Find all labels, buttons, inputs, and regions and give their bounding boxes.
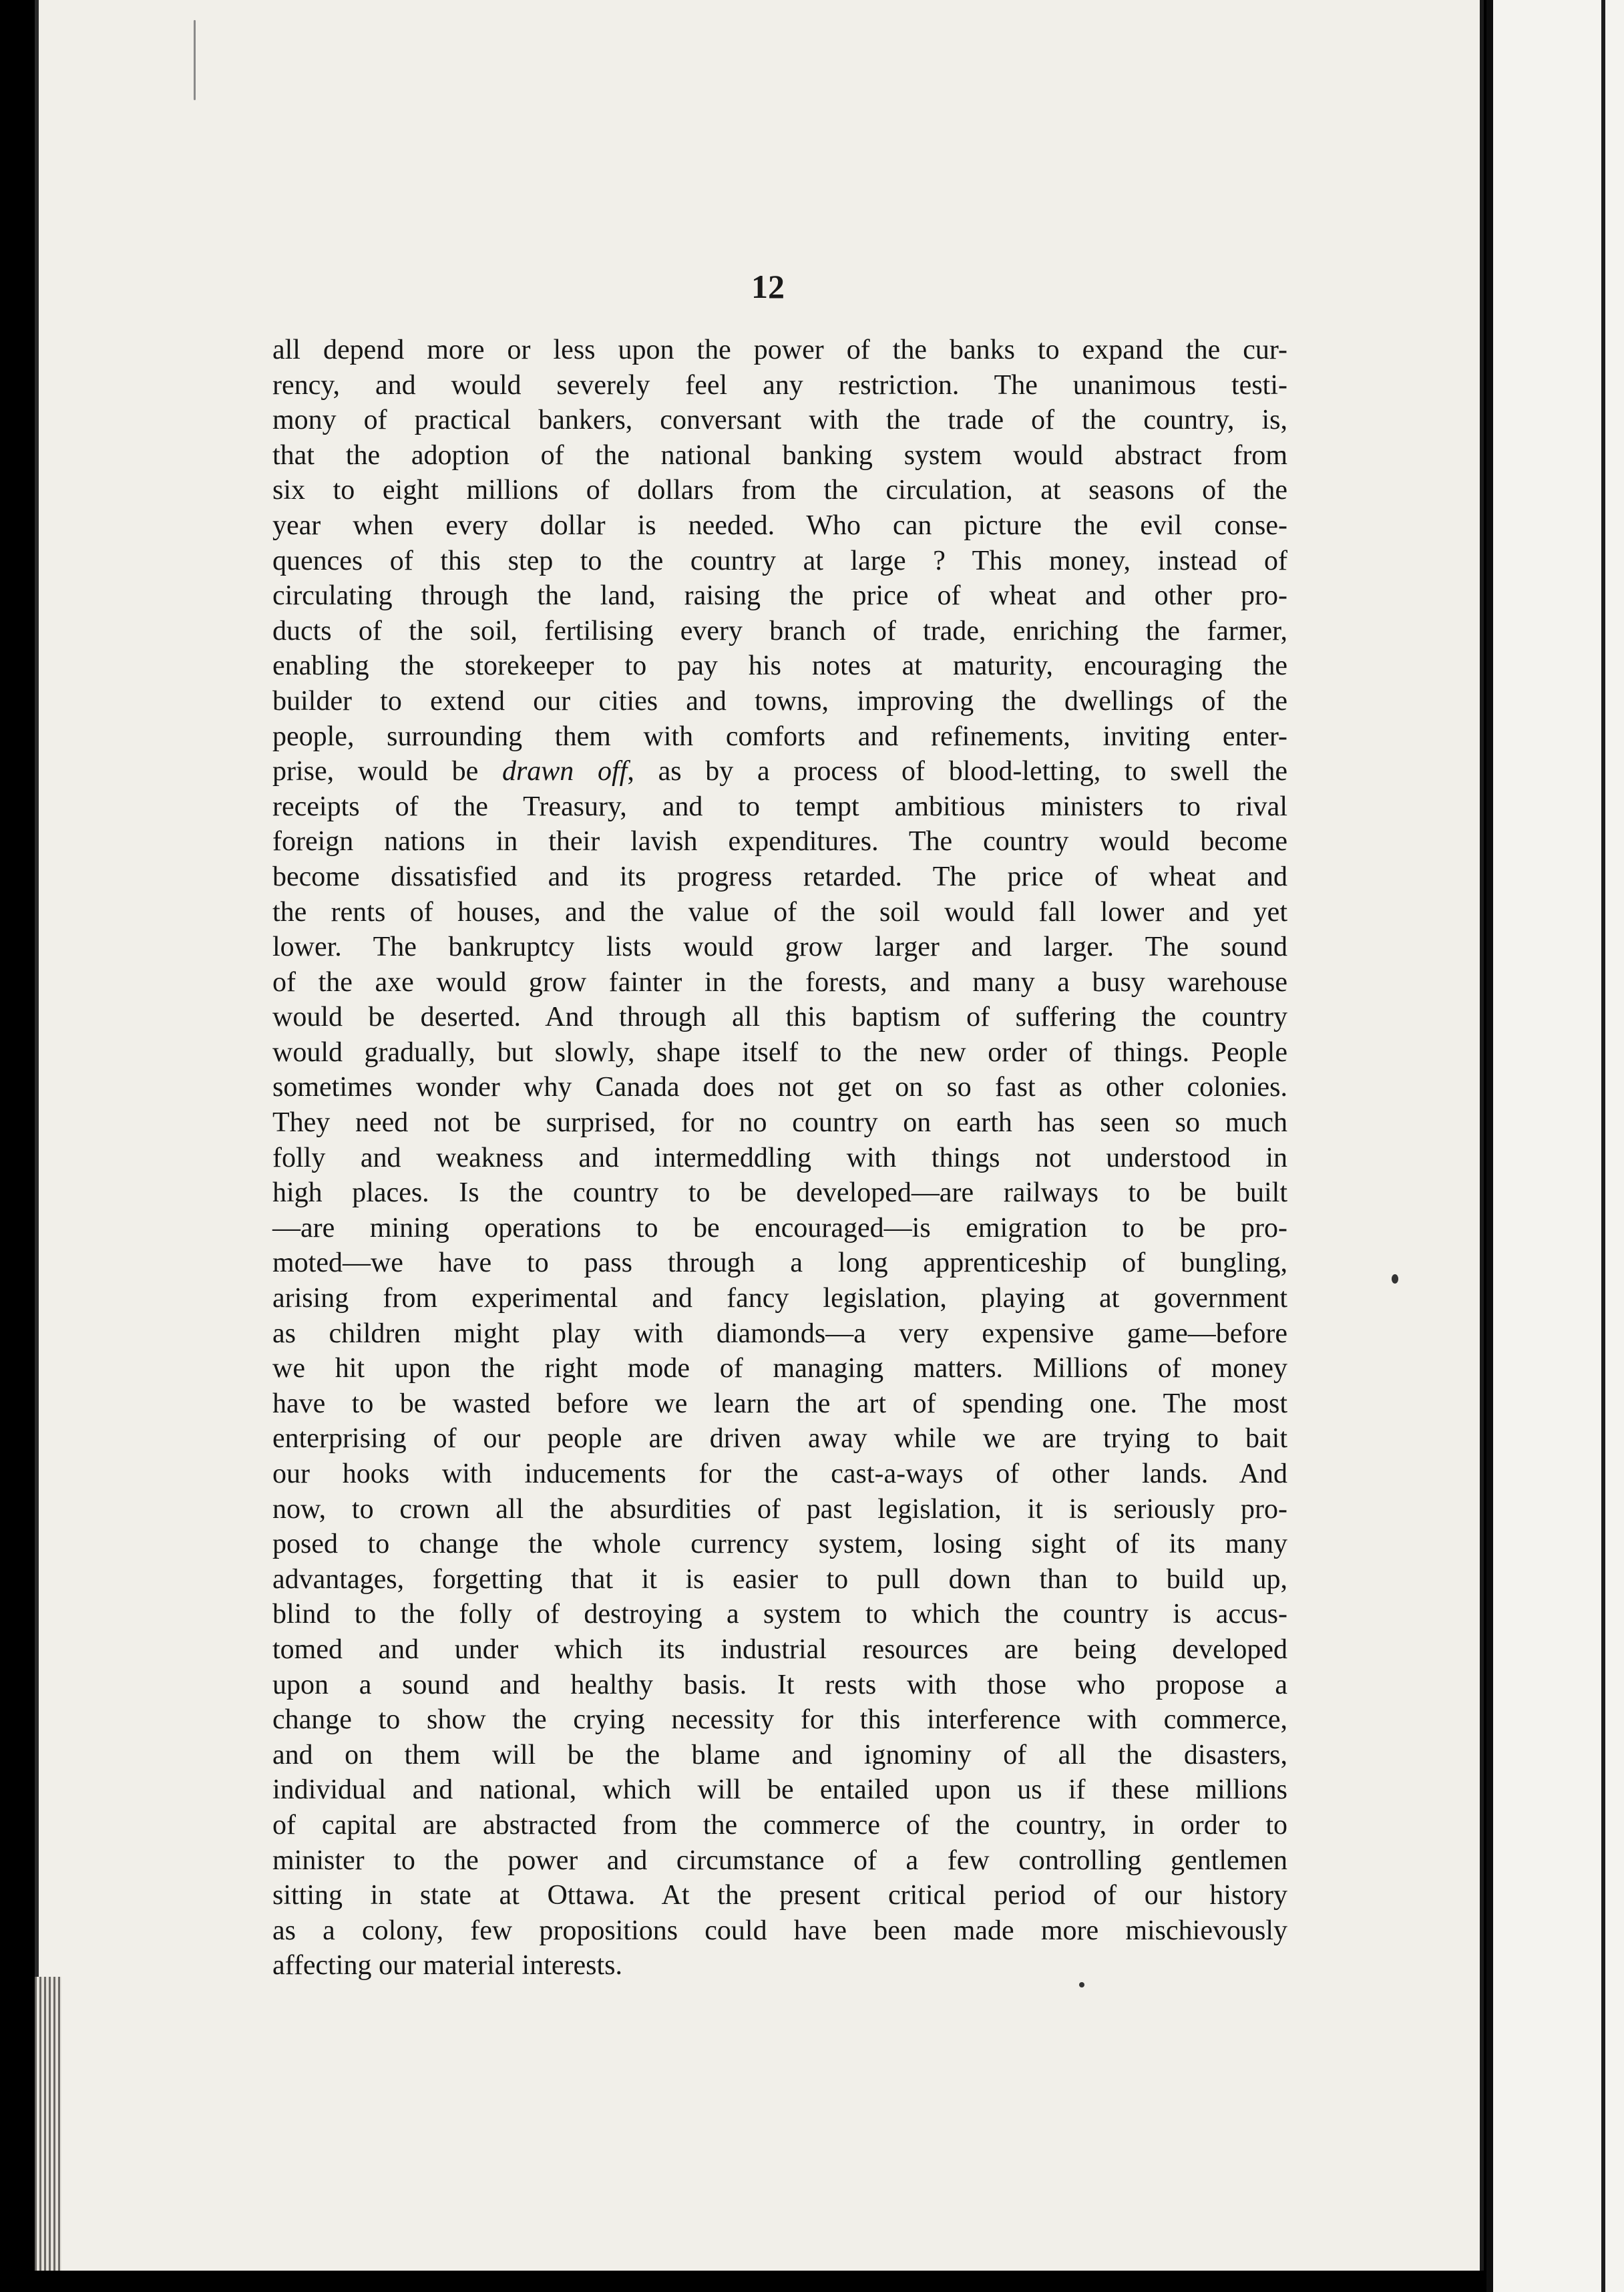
ink-speck (194, 20, 196, 100)
text-line: They need not be surprised, for no country on earth has seen so much (272, 1107, 1287, 1139)
text-line: posed to change the whole currency system, losing sight of its many (272, 1529, 1287, 1560)
text-line: of the axe would grow fainter in the forests, and many a busy warehouse (272, 966, 1287, 998)
text-line: high places. Is the country to be developed—are railways to be built (272, 1177, 1287, 1209)
text-line: all depend more or less upon the power of the banks to expand the cur- (272, 335, 1287, 365)
text-line: and on them will be the blame and ignominy of all the disasters, (272, 1739, 1287, 1770)
text-line: quences of this step to the country at large ? This money, instead of (272, 545, 1287, 576)
text-line: prise, would be drawn off, as by a process of blood-letting, to swell the (272, 756, 1287, 787)
text-line: rency, and would severely feel any restriction. The unanimous testi- (272, 369, 1287, 401)
body-paragraph (272, 333, 1287, 1983)
text-line: —are mining operations to be encouraged—is emigration to be pro- (272, 1212, 1287, 1244)
page-number: 12 (751, 268, 785, 305)
text-line: that the adoption of the national banking system would abstract from (272, 439, 1287, 471)
text-line: have to be wasted before we learn the art of spending one. The most (272, 1388, 1287, 1419)
text-line: builder to extend our cities and towns, improving the dwellings of the (272, 685, 1287, 717)
text-line: of capital are abstracted from the commerce of the country, in order to (272, 1809, 1287, 1841)
text-line: our hooks with inducements for the cast-a-ways of other lands. And (272, 1459, 1287, 1489)
text-line: would be deserted. And through all this baptism of suffering the country (272, 1002, 1287, 1033)
text-line: sometimes wonder why Canada does not get on so fast as other colonies. (272, 1072, 1287, 1103)
text-line: blind to the folly of destroying a system to which the country is accus- (272, 1599, 1287, 1630)
text-line: upon a sound and healthy basis. It rests with those who propose a (272, 1669, 1287, 1700)
ink-speck (1079, 1982, 1084, 1987)
text-line: individual and national, which will be entailed upon us if these millions (272, 1774, 1287, 1806)
text-line: as a colony, few propositions could have been made more mischievously (272, 1915, 1287, 1946)
text-line: ducts of the soil, fertilising every branch of trade, enriching the farmer, (272, 615, 1287, 646)
text-line: folly and weakness and intermeddling with things not understood in (272, 1142, 1287, 1173)
italic-phrase: drawn off (501, 756, 628, 787)
text-line: now, to crown all the absurdities of past legislation, it is seriously pro- (272, 1493, 1287, 1525)
text-line: enabling the storekeeper to pay his notes at maturity, encouraging the (272, 650, 1287, 682)
text-line: six to eight millions of dollars from the circulation, at seasons of the (272, 475, 1287, 506)
text-line: sitting in state at Ottawa. At the present critical period of our history (272, 1880, 1287, 1911)
text-line: as children might play with diamonds—a very expensive game—before (272, 1318, 1287, 1349)
text-line: minister to the power and circumstance of a few controlling gentlemen (272, 1845, 1287, 1876)
text-line: mony of practical bankers, conversant with the trade of the country, is, (272, 405, 1287, 436)
text-line: advantages, forgetting that it is easier to pull down than to build up, (272, 1563, 1287, 1595)
binding-rule (1601, 0, 1605, 2292)
text-line: affecting our material interests. (272, 1950, 623, 1981)
text-line: the rents of houses, and the value of the soil would fall lower and yet (272, 896, 1287, 928)
text-line: we hit upon the right mode of managing matters. Millions of money (272, 1353, 1287, 1384)
page-edge-stack (35, 1977, 61, 2271)
text-line: would gradually, but slowly, shape itself to the new order of things. People (272, 1036, 1287, 1068)
text-line: receipts of the Treasury, and to tempt ambitious ministers to rival (272, 791, 1287, 822)
text-line: foreign nations in their lavish expenditures. The country would become (272, 826, 1287, 857)
text-line: tomed and under which its industrial resources are being developed (272, 1634, 1287, 1665)
text-line: moted—we have to pass through a long apprenticeship of bungling, (272, 1248, 1287, 1279)
text-line: enterprising of our people are driven away while we are trying to bait (272, 1423, 1287, 1455)
text-line: lower. The bankruptcy lists would grow larger and larger. The sound (272, 932, 1287, 963)
text-line: circulating through the land, raising the price of wheat and other pro- (272, 580, 1287, 612)
text-line: year when every dollar is needed. Who can picture the evil conse- (272, 510, 1287, 541)
text-line: become dissatisfied and its progress retarded. The price of wheat and (272, 861, 1287, 892)
text-line: people, surrounding them with comforts and refinements, inviting enter- (272, 721, 1287, 752)
text-line: arising from experimental and fancy legislation, playing at government (272, 1283, 1287, 1314)
text-line: change to show the crying necessity for this interference with commerce, (272, 1704, 1287, 1736)
ink-speck (1392, 1274, 1398, 1284)
